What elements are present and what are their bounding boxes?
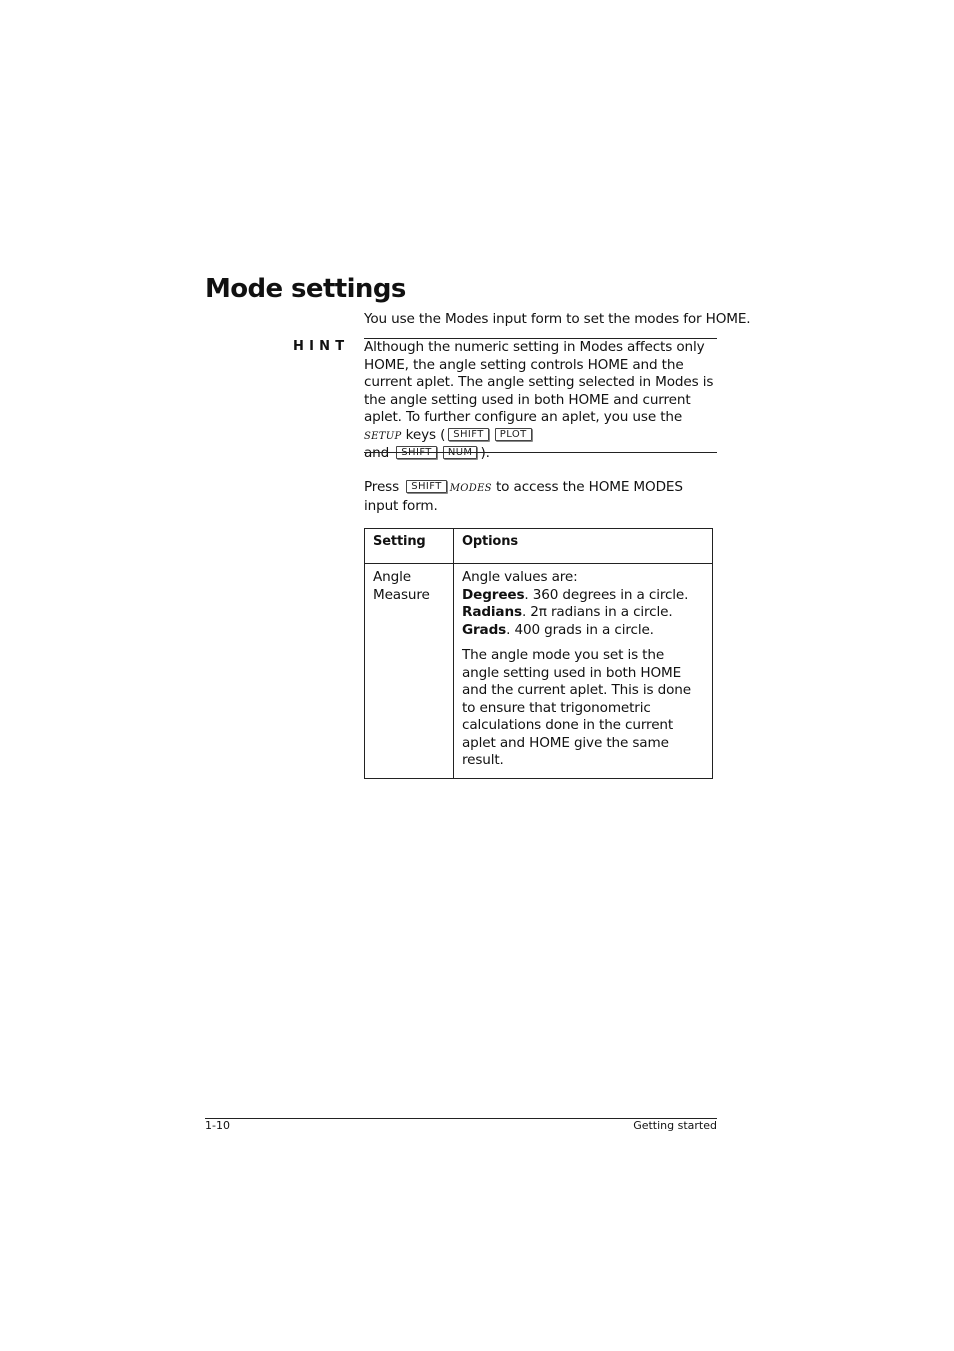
press-suffix: to access the HOME MODES input form.	[364, 479, 683, 514]
option-grads	[462, 622, 704, 640]
num-key: NUM	[443, 446, 478, 459]
hint-label: HINT	[293, 339, 350, 354]
hint-paragraph	[364, 339, 720, 463]
option-degrees	[462, 587, 704, 605]
shift-key-3: SHIFT	[406, 480, 447, 493]
modes-label: MODES	[449, 483, 492, 494]
hint-text-1: Although the numeric setting in Modes affects only HOME, the angle setting controls HOME and the current aplet. The angle setting selected in Modes is the angle setting used in both HOME and current aplet. To further configure an aplet, you use the	[364, 339, 714, 425]
option-name: Radians	[462, 604, 522, 620]
table-header-row	[365, 529, 713, 564]
option-desc: . 2π radians in a circle.	[521, 604, 673, 620]
hint-text-end: ).	[480, 445, 490, 461]
intro-paragraph: You use the Modes input form to set the modes for HOME.	[364, 311, 751, 327]
shift-key-2: SHIFT	[396, 446, 437, 459]
option-desc: . 360 degrees in a circle.	[524, 586, 689, 603]
chapter-title: Getting started	[633, 1119, 717, 1132]
hint-text-and: and	[364, 445, 394, 461]
options-cell	[454, 564, 713, 779]
option-radians	[462, 604, 704, 622]
hint-bottom-rule	[364, 452, 717, 453]
header-setting: Setting	[365, 529, 454, 564]
option-name: Degrees	[462, 586, 525, 603]
setup-label: SETUP	[364, 430, 402, 442]
press-paragraph	[364, 479, 720, 515]
modes-table	[364, 528, 713, 779]
angle-note: The angle mode you set is the angle setting used in both HOME and the current aplet. This is done to ensure that trigonometric calculations done in the current aplet and HOME give the same result.	[462, 647, 691, 768]
setting-cell: Angle Measure	[365, 564, 454, 779]
angle-intro: Angle values are:	[462, 569, 578, 585]
page-title: Mode settings	[205, 274, 406, 304]
option-desc: . 400 grads in a circle.	[506, 621, 654, 638]
hint-text-keys: keys (	[401, 426, 446, 443]
option-name: Grads	[462, 621, 507, 638]
page-number: 1-10	[205, 1119, 230, 1132]
header-options: Options	[454, 529, 713, 564]
press-prefix: Press	[364, 479, 404, 495]
plot-key: PLOT	[495, 428, 532, 441]
shift-key: SHIFT	[448, 428, 489, 441]
table-row	[365, 564, 713, 779]
